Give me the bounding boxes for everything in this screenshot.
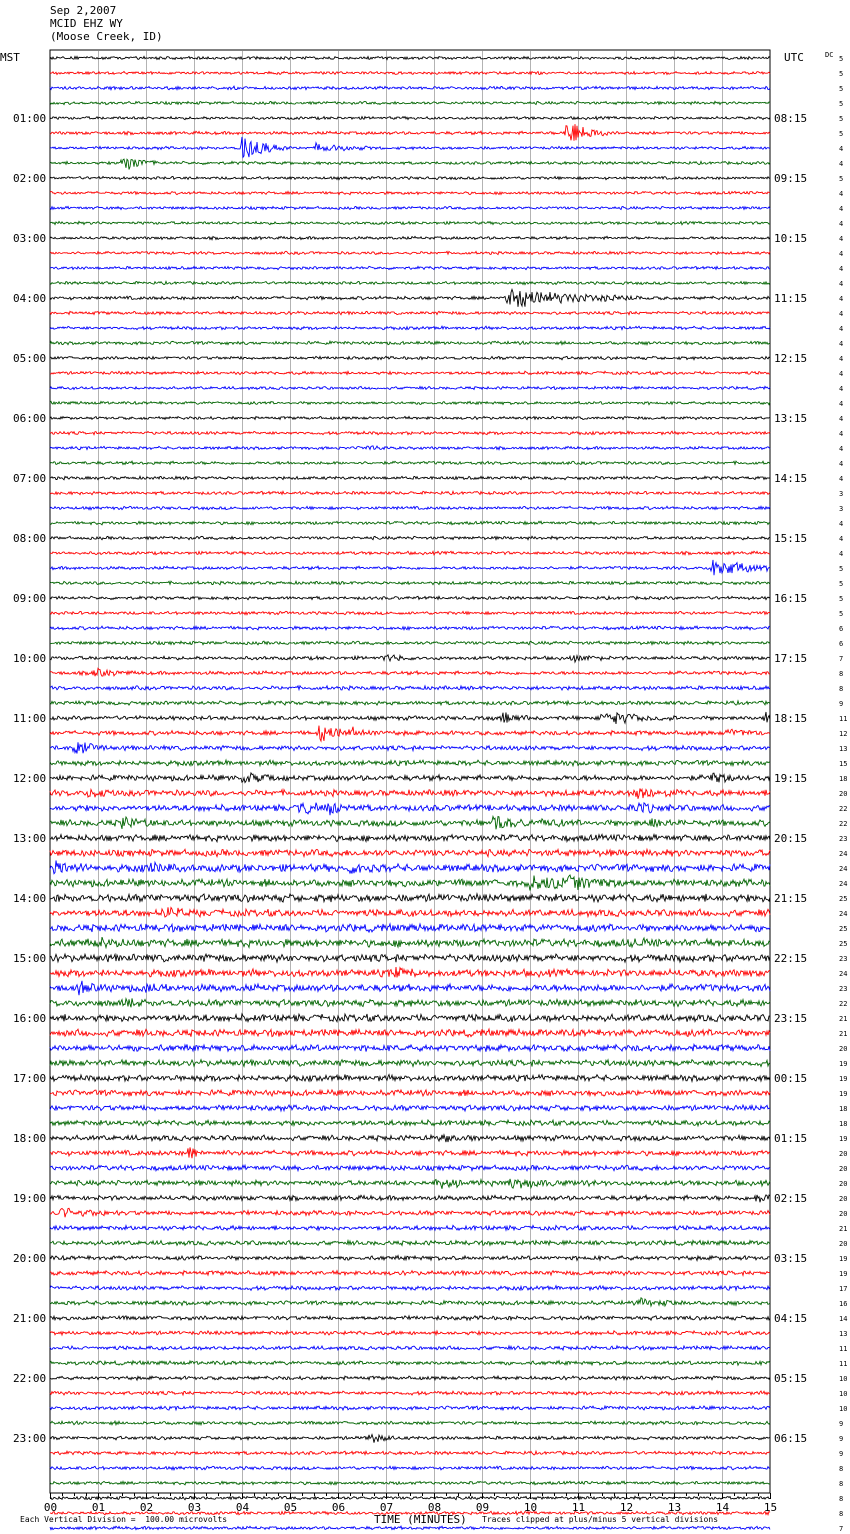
seismic-trace bbox=[50, 1195, 770, 1202]
seismic-trace bbox=[50, 1165, 770, 1171]
dc-value: 5 bbox=[839, 100, 844, 108]
right-hour-label: 02:15 bbox=[774, 1192, 808, 1205]
dc-value: 13 bbox=[839, 1330, 848, 1338]
dc-value: 12 bbox=[839, 730, 848, 738]
dc-value: 19 bbox=[839, 1135, 848, 1143]
seismic-trace bbox=[50, 1075, 770, 1082]
seismic-trace bbox=[50, 907, 770, 917]
dc-value: 5 bbox=[839, 70, 844, 78]
seismic-trace bbox=[50, 117, 770, 120]
dc-value: 4 bbox=[839, 235, 844, 243]
seismic-trace bbox=[50, 417, 770, 420]
seismic-trace bbox=[50, 560, 770, 575]
seismic-trace bbox=[50, 1120, 770, 1126]
seismic-trace bbox=[50, 536, 770, 540]
left-hour-label: 13:00 bbox=[13, 832, 47, 845]
left-hour-label: 05:00 bbox=[13, 352, 47, 365]
seismic-trace bbox=[50, 1044, 770, 1051]
dc-value: 4 bbox=[839, 385, 844, 393]
dc-value: 25 bbox=[839, 940, 848, 948]
dc-value: 17 bbox=[839, 1285, 848, 1293]
seismic-traces bbox=[50, 56, 770, 1534]
dc-value: 20 bbox=[839, 790, 848, 798]
seismic-trace bbox=[50, 341, 770, 345]
dc-value: 8 bbox=[839, 1465, 844, 1473]
right-hour-label: 23:15 bbox=[774, 1012, 808, 1025]
right-hour-label: 15:15 bbox=[774, 532, 808, 545]
seismic-trace bbox=[50, 1361, 770, 1365]
seismic-trace bbox=[50, 1466, 770, 1470]
seismic-trace bbox=[50, 1105, 770, 1111]
seismic-trace bbox=[50, 1526, 770, 1529]
dc-value: 8 bbox=[839, 670, 844, 678]
x-tick-label: 04 bbox=[235, 1501, 250, 1514]
right-hour-label: 17:15 bbox=[774, 652, 808, 665]
dc-value: 10 bbox=[839, 1390, 848, 1398]
seismic-trace bbox=[50, 834, 770, 841]
right-hour-label: 13:15 bbox=[774, 412, 808, 425]
seismic-trace bbox=[50, 1435, 770, 1443]
dc-value: 22 bbox=[839, 1000, 848, 1008]
left-hour-label: 07:00 bbox=[13, 472, 47, 485]
seismic-trace bbox=[50, 626, 770, 630]
dc-value: 4 bbox=[839, 310, 844, 318]
left-hour-label: 18:00 bbox=[13, 1132, 47, 1145]
seismic-trace bbox=[50, 701, 770, 705]
seismic-trace bbox=[50, 937, 770, 948]
dc-value: 23 bbox=[839, 835, 848, 843]
x-tick-label: 07 bbox=[379, 1501, 394, 1514]
seismic-trace bbox=[50, 1391, 770, 1395]
station-location: (Moose Creek, ID) bbox=[50, 30, 163, 43]
x-tick-label: 09 bbox=[475, 1501, 490, 1514]
left-hour-label: 22:00 bbox=[13, 1372, 47, 1385]
dc-value: 20 bbox=[839, 1165, 848, 1173]
seismic-trace bbox=[50, 1286, 770, 1291]
dc-value: 4 bbox=[839, 445, 844, 453]
station-code: MCID EHZ WY bbox=[50, 17, 123, 30]
x-tick-label: 10 bbox=[523, 1501, 538, 1514]
right-hour-label: 00:15 bbox=[774, 1072, 808, 1085]
right-hour-label: 01:15 bbox=[774, 1132, 808, 1145]
dc-value: 8 bbox=[839, 1510, 844, 1518]
x-tick-label: 05 bbox=[283, 1501, 298, 1514]
right-hour-label: 14:15 bbox=[774, 472, 808, 485]
dc-value: 4 bbox=[839, 460, 844, 468]
seismic-trace bbox=[50, 356, 770, 359]
dc-value: 9 bbox=[839, 700, 844, 708]
seismic-trace bbox=[50, 551, 770, 555]
seismic-trace bbox=[50, 101, 770, 104]
seismic-trace bbox=[50, 726, 770, 742]
seismic-trace bbox=[50, 875, 770, 891]
seismic-trace bbox=[50, 611, 770, 614]
seismic-trace bbox=[50, 191, 770, 194]
dc-value: 5 bbox=[839, 85, 844, 93]
dc-value: 8 bbox=[839, 1480, 844, 1488]
seismic-trace bbox=[50, 72, 770, 75]
left-hour-label: 06:00 bbox=[13, 412, 47, 425]
dc-value: 21 bbox=[839, 1030, 848, 1038]
dc-value: 6 bbox=[839, 640, 844, 648]
seismic-trace bbox=[50, 506, 770, 509]
left-hour-label: 12:00 bbox=[13, 772, 47, 785]
dc-value: 9 bbox=[839, 1435, 844, 1443]
dc-value: 19 bbox=[839, 1255, 848, 1263]
seismic-trace bbox=[50, 281, 770, 284]
left-hour-label: 03:00 bbox=[13, 232, 47, 245]
seismic-trace bbox=[50, 311, 770, 314]
dc-value: 3 bbox=[839, 490, 844, 498]
dc-value: 4 bbox=[839, 295, 844, 303]
left-hour-label: 10:00 bbox=[13, 652, 47, 665]
dc-value: 19 bbox=[839, 1090, 848, 1098]
seismic-trace bbox=[50, 712, 770, 724]
dc-value: 16 bbox=[839, 1300, 848, 1308]
right-hour-label: 22:15 bbox=[774, 952, 808, 965]
seismic-trace bbox=[50, 1331, 770, 1335]
seismic-trace bbox=[50, 1316, 770, 1320]
left-hour-label: 17:00 bbox=[13, 1072, 47, 1085]
right-hour-label: 05:15 bbox=[774, 1372, 808, 1385]
dc-value: 4 bbox=[839, 220, 844, 228]
seismic-trace bbox=[50, 1241, 770, 1246]
dc-value: 10 bbox=[839, 1405, 848, 1413]
dc-value: 22 bbox=[839, 820, 848, 828]
seismic-trace bbox=[50, 124, 770, 141]
seismic-trace bbox=[50, 86, 770, 90]
left-hour-label: 01:00 bbox=[13, 112, 47, 125]
seismic-trace bbox=[50, 924, 770, 932]
x-tick-label: 00 bbox=[43, 1501, 58, 1514]
left-hour-label: 09:00 bbox=[13, 592, 47, 605]
dc-value: 4 bbox=[839, 190, 844, 198]
x-tick-label: 14 bbox=[715, 1501, 730, 1514]
dc-value: 4 bbox=[839, 280, 844, 288]
left-hour-label: 21:00 bbox=[13, 1312, 47, 1325]
seismic-trace bbox=[50, 1376, 770, 1380]
seismic-trace bbox=[50, 56, 770, 59]
dc-value: 19 bbox=[839, 1270, 848, 1278]
seismic-trace bbox=[50, 742, 770, 753]
dc-value: 11 bbox=[839, 1360, 848, 1368]
dc-value: 10 bbox=[839, 1375, 848, 1383]
left-hour-label: 11:00 bbox=[13, 712, 47, 725]
seismic-trace bbox=[50, 894, 770, 902]
dc-value: 23 bbox=[839, 955, 848, 963]
seismic-trace bbox=[50, 386, 770, 389]
seismic-trace bbox=[50, 289, 770, 306]
seismic-trace bbox=[50, 371, 770, 374]
seismic-trace bbox=[50, 206, 770, 209]
dc-value: 20 bbox=[839, 1195, 848, 1203]
right-hour-label: 03:15 bbox=[774, 1252, 808, 1265]
dc-value: 4 bbox=[839, 430, 844, 438]
seismic-trace bbox=[50, 641, 770, 645]
dc-value: 9 bbox=[839, 1450, 844, 1458]
dc-value: 4 bbox=[839, 475, 844, 483]
seismic-trace bbox=[50, 1179, 770, 1189]
dc-value: 5 bbox=[839, 130, 844, 138]
dc-value: 19 bbox=[839, 1075, 848, 1083]
dc-value: 4 bbox=[839, 340, 844, 348]
left-hour-label: 04:00 bbox=[13, 292, 47, 305]
left-hour-label: 08:00 bbox=[13, 532, 47, 545]
seismic-trace bbox=[50, 159, 770, 169]
dc-value: 5 bbox=[839, 115, 844, 123]
x-tick-label: 01 bbox=[91, 1501, 106, 1514]
seismic-trace bbox=[50, 760, 770, 766]
dc-value: 20 bbox=[839, 1210, 848, 1218]
right-hour-label: 09:15 bbox=[774, 172, 808, 185]
dc-value: 7 bbox=[839, 655, 844, 663]
seismic-trace bbox=[50, 1271, 770, 1276]
dc-value: 24 bbox=[839, 910, 848, 918]
x-tick-label: 02 bbox=[139, 1501, 154, 1514]
seismic-trace bbox=[50, 1256, 770, 1261]
seismic-trace bbox=[50, 251, 770, 254]
dc-value: 5 bbox=[839, 55, 844, 63]
chart-date: Sep 2,2007 bbox=[50, 4, 117, 17]
dc-value: 20 bbox=[839, 1150, 848, 1158]
x-axis-title: TIME (MINUTES) bbox=[374, 1513, 467, 1526]
left-hour-label: 02:00 bbox=[13, 172, 47, 185]
seismic-trace bbox=[50, 981, 770, 995]
dc-value: 4 bbox=[839, 250, 844, 258]
dc-value: 5 bbox=[839, 610, 844, 618]
x-tick-label: 08 bbox=[427, 1501, 442, 1514]
seismic-trace bbox=[50, 401, 770, 404]
left-timezone-label: MST bbox=[0, 51, 20, 64]
dc-value: 18 bbox=[839, 775, 848, 783]
dc-value: 21 bbox=[839, 1015, 848, 1023]
seismic-trace bbox=[50, 446, 770, 450]
seismic-trace bbox=[50, 1090, 770, 1096]
dc-value: 13 bbox=[839, 745, 848, 753]
dc-value: 4 bbox=[839, 415, 844, 423]
dc-value: 4 bbox=[839, 160, 844, 168]
dc-value: 4 bbox=[839, 325, 844, 333]
seismic-trace bbox=[50, 861, 770, 874]
dc-value: 20 bbox=[839, 1045, 848, 1053]
dc-value: 24 bbox=[839, 850, 848, 858]
seismic-trace bbox=[50, 1014, 770, 1022]
seismic-trace bbox=[50, 236, 770, 239]
seismic-trace bbox=[50, 1298, 770, 1306]
clip-note: Traces clipped at plus/minus 5 vertical divisions bbox=[482, 1515, 719, 1524]
dc-value: 8 bbox=[839, 1495, 844, 1503]
seismic-trace bbox=[50, 1451, 770, 1455]
seismic-trace bbox=[50, 803, 770, 816]
seismic-trace bbox=[50, 1225, 770, 1230]
seismic-trace bbox=[50, 849, 770, 856]
seismic-trace bbox=[50, 491, 770, 494]
dc-value: 4 bbox=[839, 520, 844, 528]
seismic-trace bbox=[50, 1421, 770, 1425]
seismic-trace bbox=[50, 773, 770, 783]
x-tick-label: 03 bbox=[187, 1501, 202, 1514]
dc-value: 3 bbox=[839, 505, 844, 513]
dc-value: 20 bbox=[839, 1240, 848, 1248]
dc-value: 8 bbox=[839, 685, 844, 693]
left-hour-label: 14:00 bbox=[13, 892, 47, 905]
right-hour-label: 08:15 bbox=[774, 112, 808, 125]
dc-value: 7 bbox=[839, 1525, 844, 1533]
dc-label: DC bbox=[825, 51, 834, 59]
dc-value: 4 bbox=[839, 265, 844, 273]
dc-value: 4 bbox=[839, 145, 844, 153]
seismic-trace bbox=[50, 266, 770, 269]
seismic-trace bbox=[50, 1406, 770, 1410]
left-hour-label: 16:00 bbox=[13, 1012, 47, 1025]
dc-value: 5 bbox=[839, 175, 844, 183]
seismic-trace bbox=[50, 954, 770, 962]
right-hour-label: 21:15 bbox=[774, 892, 808, 905]
x-tick-label: 12 bbox=[619, 1501, 634, 1514]
dc-value: 11 bbox=[839, 715, 848, 723]
dc-value: 20 bbox=[839, 1180, 848, 1188]
right-hour-label: 19:15 bbox=[774, 772, 808, 785]
dc-value: 23 bbox=[839, 985, 848, 993]
right-hour-label: 11:15 bbox=[774, 292, 808, 305]
left-hour-label: 19:00 bbox=[13, 1192, 47, 1205]
x-tick-label: 15 bbox=[763, 1501, 778, 1514]
right-hour-label: 16:15 bbox=[774, 592, 808, 605]
dc-value: 5 bbox=[839, 580, 844, 588]
seismic-trace bbox=[50, 581, 770, 585]
dc-value: 24 bbox=[839, 865, 848, 873]
dc-value: 11 bbox=[839, 1345, 848, 1353]
right-hour-label: 20:15 bbox=[774, 832, 808, 845]
seismic-trace bbox=[50, 596, 770, 599]
seismic-trace bbox=[50, 177, 770, 180]
dc-value: 25 bbox=[839, 895, 848, 903]
seismic-trace bbox=[50, 655, 770, 662]
dc-value: 4 bbox=[839, 400, 844, 408]
right-timezone-label: UTC bbox=[784, 51, 804, 64]
seismic-trace bbox=[50, 1481, 770, 1485]
left-hour-label: 20:00 bbox=[13, 1252, 47, 1265]
left-hour-label: 23:00 bbox=[13, 1432, 47, 1445]
left-hour-label: 15:00 bbox=[13, 952, 47, 965]
dc-value: 5 bbox=[839, 565, 844, 573]
dc-value: 18 bbox=[839, 1105, 848, 1113]
dc-value: 19 bbox=[839, 1060, 848, 1068]
seismic-trace bbox=[50, 668, 770, 676]
right-hour-label: 10:15 bbox=[774, 232, 808, 245]
dc-value: 18 bbox=[839, 1120, 848, 1128]
seismic-trace bbox=[50, 789, 770, 799]
right-hour-label: 06:15 bbox=[774, 1432, 808, 1445]
seismic-trace bbox=[50, 1135, 770, 1142]
seismic-trace bbox=[50, 817, 770, 830]
seismic-trace bbox=[50, 326, 770, 330]
dc-value: 24 bbox=[839, 970, 848, 978]
seismic-trace bbox=[50, 137, 770, 157]
dc-value: 4 bbox=[839, 535, 844, 543]
seismic-trace bbox=[50, 1496, 770, 1499]
dc-value: 4 bbox=[839, 355, 844, 363]
dc-value: 4 bbox=[839, 550, 844, 558]
seismic-trace bbox=[50, 1208, 770, 1217]
seismic-trace bbox=[50, 1346, 770, 1350]
dc-value: 5 bbox=[839, 595, 844, 603]
seismic-trace bbox=[50, 461, 770, 464]
seismic-trace bbox=[50, 1029, 770, 1037]
dc-value: 6 bbox=[839, 625, 844, 633]
right-hour-label: 12:15 bbox=[774, 352, 808, 365]
seismic-trace bbox=[50, 1147, 770, 1158]
scale-note: Each Vertical Division = 100.00 microvolts bbox=[20, 1515, 228, 1524]
dc-value: 15 bbox=[839, 760, 848, 768]
right-hour-label: 18:15 bbox=[774, 712, 808, 725]
dc-value: 9 bbox=[839, 1420, 844, 1428]
dc-value: 25 bbox=[839, 925, 848, 933]
x-tick-label: 11 bbox=[571, 1501, 586, 1514]
seismic-trace bbox=[50, 431, 770, 435]
dc-value: 14 bbox=[839, 1315, 848, 1323]
seismic-trace bbox=[50, 686, 770, 690]
seismic-trace bbox=[50, 967, 770, 977]
dc-value: 4 bbox=[839, 370, 844, 378]
seismic-trace bbox=[50, 476, 770, 480]
seismic-trace bbox=[50, 521, 770, 525]
right-hour-label: 04:15 bbox=[774, 1312, 808, 1325]
dc-value: 24 bbox=[839, 880, 848, 888]
x-tick-label: 13 bbox=[667, 1501, 682, 1514]
dc-value: 21 bbox=[839, 1225, 848, 1233]
x-tick-label: 06 bbox=[331, 1501, 346, 1514]
seismic-trace bbox=[50, 998, 770, 1007]
dc-value: 22 bbox=[839, 805, 848, 813]
seismic-trace bbox=[50, 221, 770, 224]
dc-value: 4 bbox=[839, 205, 844, 213]
seismic-trace bbox=[50, 1060, 770, 1067]
